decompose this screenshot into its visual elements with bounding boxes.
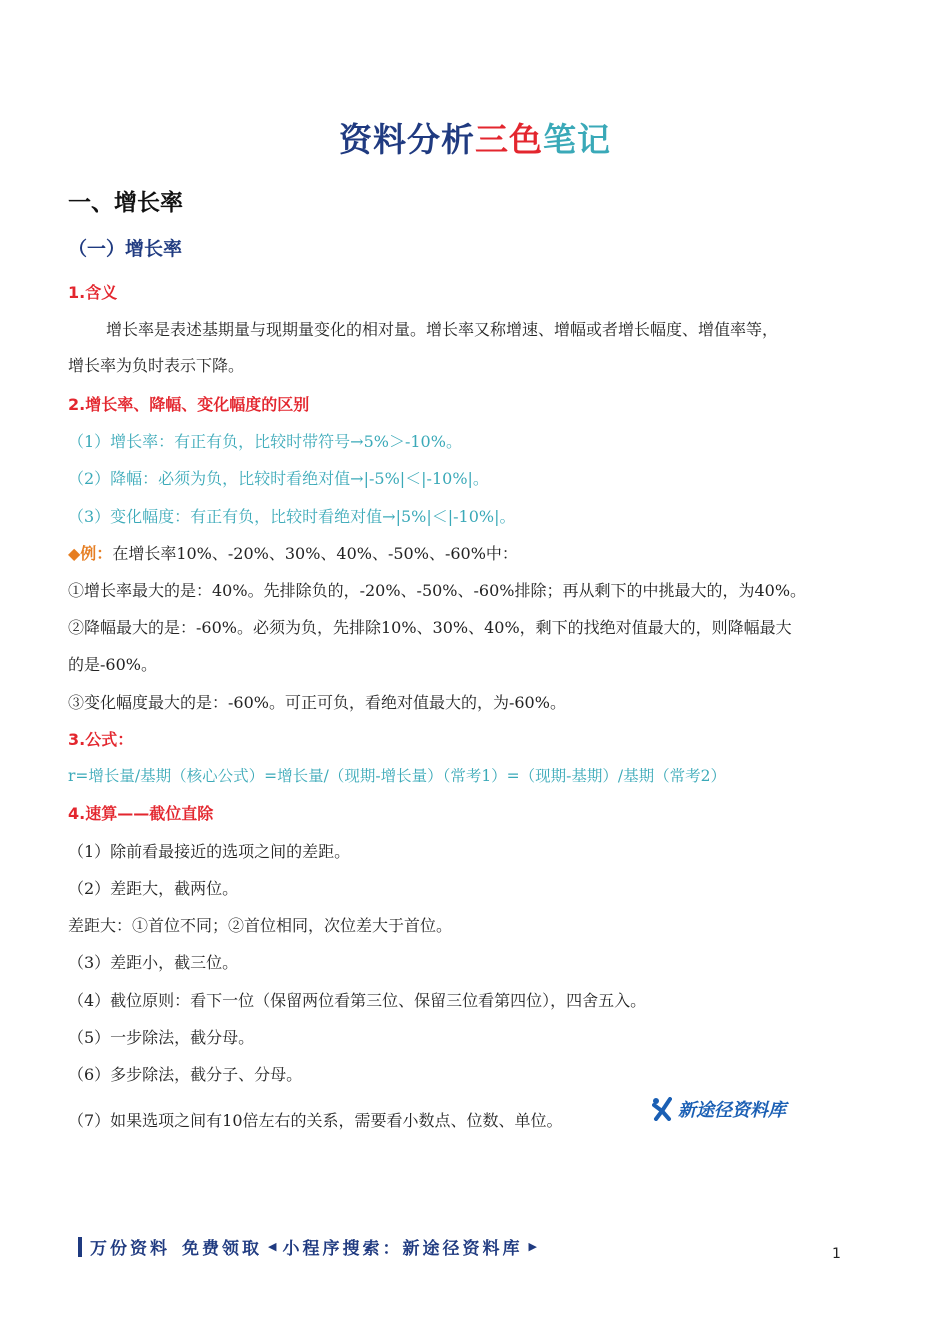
triangle-left-icon: ◀ (268, 1240, 277, 1253)
subsection-heading: （一）增长率 (68, 238, 183, 260)
quick-calc-line-5: （4）截位原则：看下一位（保留两位看第三位、保留三位看第四位），四舍五入。 (68, 991, 647, 1010)
answer-line-1: ①增长率最大的是：40%。先排除负的，-20%、-50%、-60%排除；再从剩下的中挑最大的，为40%。 (68, 581, 807, 600)
title-part-1: 资料分析 (339, 120, 475, 159)
logo-text: 新途径资料库 (678, 1100, 786, 1121)
footer-left: 万份资料 (90, 1239, 170, 1259)
example-text: 在增长率10%、-20%、30%、40%、-50%、-60%中： (112, 544, 518, 563)
section-heading: 一、增长率 (68, 190, 183, 216)
difference-heading: 2.增长率、降幅、变化幅度的区别 (68, 395, 310, 414)
difference-item-2: （2）降幅：必须为负，比较时看绝对值→|-5%|＜|-10%|。 (68, 469, 489, 488)
watermark-logo (652, 1096, 786, 1122)
quick-calc-line-3: 差距大：①首位不同；②首位相同，次位差大于首位。 (68, 916, 453, 935)
footer-bar (78, 1237, 82, 1257)
answer-line-4: ③变化幅度最大的是：-60%。可正可负，看绝对值最大的，为-60%。 (68, 693, 566, 712)
footer-search: 小程序搜索：新途径资料库 (282, 1239, 523, 1259)
title-part-3: 笔记 (543, 120, 611, 159)
example-label: ◆例： (68, 544, 113, 563)
quick-calc-line-1: （1）除前看最接近的选项之间的差距。 (68, 842, 351, 861)
quick-calc-line-6: （5）一步除法，截分母。 (68, 1028, 255, 1047)
x-logo-icon (652, 1097, 672, 1121)
answer-line-3: 的是-60%。 (68, 655, 157, 674)
page-title (0, 114, 950, 161)
quick-calc-heading: 4.速算——截位直除 (68, 804, 214, 823)
triangle-right-icon: ▶ (528, 1240, 537, 1253)
difference-item-3: （3）变化幅度：有正有负，比较时看绝对值→|5%|＜|-10%|。 (68, 507, 516, 526)
meaning-line-2: 增长率为负时表示下降。 (68, 356, 245, 375)
formula-text: r=增长量/基期（核心公式）=增长量/（现期-增长量）（常考1）=（现期-基期）/基期（常考2） (68, 767, 726, 785)
page-number: 1 (832, 1246, 841, 1262)
meaning-heading: 1.含义 (68, 283, 118, 302)
quick-calc-line-2: （2）差距大，截两位。 (68, 879, 239, 898)
difference-item-1: （1）增长率：有正有负，比较时带符号→5%＞-10%。 (68, 432, 462, 451)
quick-calc-line-4: （3）差距小，截三位。 (68, 953, 239, 972)
answer-line-2: ②降幅最大的是：-60%。必须为负，先排除10%、30%、40%，剩下的找绝对值最大的，则降幅最大 (68, 618, 792, 637)
title-part-2: 三色 (475, 120, 543, 159)
quick-calc-line-7: （6）多步除法，截分子、分母。 (68, 1065, 303, 1084)
footer-banner (78, 1234, 537, 1259)
formula-heading: 3.公式： (68, 730, 134, 749)
quick-calc-line-8: （7）如果选项之间有10倍左右的关系，需要看小数点、位数、单位。 (68, 1111, 563, 1130)
footer-middle: 免费领取 (182, 1239, 262, 1259)
meaning-line-1: 增长率是表述基期量与现期量变化的相对量。增长率又称增速、增幅或者增长幅度、增值率等， (106, 320, 779, 339)
example-line (68, 541, 518, 564)
